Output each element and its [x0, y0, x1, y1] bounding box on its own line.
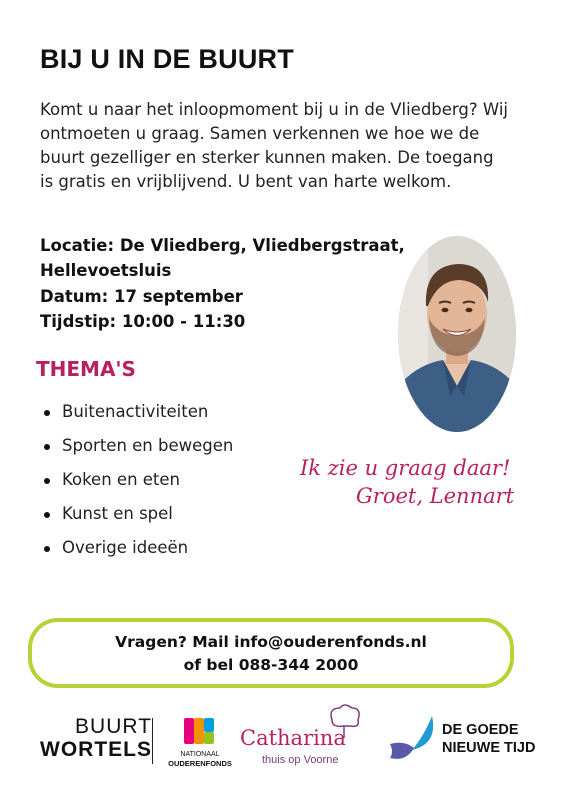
list-item	[44, 436, 233, 470]
list-item-label: Overige ideeën	[62, 538, 189, 557]
list-item	[44, 402, 233, 436]
list-item-label: Kunst en spel	[62, 504, 173, 523]
location-line-2: Hellevoetsluis	[40, 261, 172, 280]
intro-paragraph: Komt u naar het inloopmoment bij u in de Vliedberg? Wij ontmoeten u graag. Samen verkennen we hoe we de buurt gezelliger en sterker kunnen maken. De toegang is gratis en vrijblijvend. U bent van harte welkom.	[40, 100, 509, 191]
portrait-illustration	[398, 236, 516, 432]
portrait-photo	[398, 236, 516, 432]
greeting-line-2: Groet, Lennart	[356, 484, 515, 508]
location-line-1: Locatie: De Vliedberg, Vliedbergstraat,	[40, 236, 405, 255]
themes-heading: THEMA'S	[36, 357, 136, 381]
bullet-icon	[44, 546, 50, 552]
contact-line-1: Vragen? Mail info@ouderenfonds.nl	[115, 633, 427, 651]
list-item	[44, 504, 233, 538]
ouderenfonds-line-1: NATIONAAL	[180, 751, 220, 758]
catharina-tagline: thuis op Voorne	[262, 754, 339, 766]
list-item	[44, 538, 233, 572]
ouderenfonds-line-2: OUDERENFONDS	[168, 759, 232, 768]
bullet-icon	[44, 478, 50, 484]
time-line: Tijdstip: 10:00 - 11:30	[40, 312, 246, 331]
bullet-icon	[44, 444, 50, 450]
page-title: BIJ U IN DE BUURT	[40, 44, 294, 74]
contact-line-2: of bel 088-344 2000	[183, 656, 359, 674]
date-line: Datum: 17 september	[40, 287, 243, 306]
buurtwortels-line-2: WORTELS	[40, 738, 152, 761]
de-goede-nieuwe-tijd-logo	[386, 714, 556, 764]
list-item	[44, 470, 233, 504]
bullet-icon	[44, 410, 50, 416]
contact-box	[28, 618, 514, 688]
leaf-icon	[386, 714, 438, 764]
logo-divider	[152, 718, 153, 764]
catharina-name: Catharina	[240, 726, 346, 750]
themes-list	[44, 402, 233, 572]
goede-tijd-line-2: NIEUWE TIJD	[442, 740, 536, 756]
greeting-line-1: Ik zie u graag daar!	[300, 456, 511, 480]
goede-tijd-line-1: DE GOEDE	[442, 722, 519, 738]
bullet-icon	[44, 512, 50, 518]
buurtwortels-logo	[28, 716, 152, 762]
ouderenfonds-logo	[160, 716, 240, 768]
buurtwortels-line-1: BUURT	[75, 715, 152, 738]
list-item-label: Buitenactiviteiten	[62, 402, 209, 421]
ouderenfonds-mark-icon	[176, 716, 224, 746]
list-item-label: Koken en eten	[62, 470, 180, 489]
list-item-label: Sporten en bewegen	[62, 436, 234, 455]
